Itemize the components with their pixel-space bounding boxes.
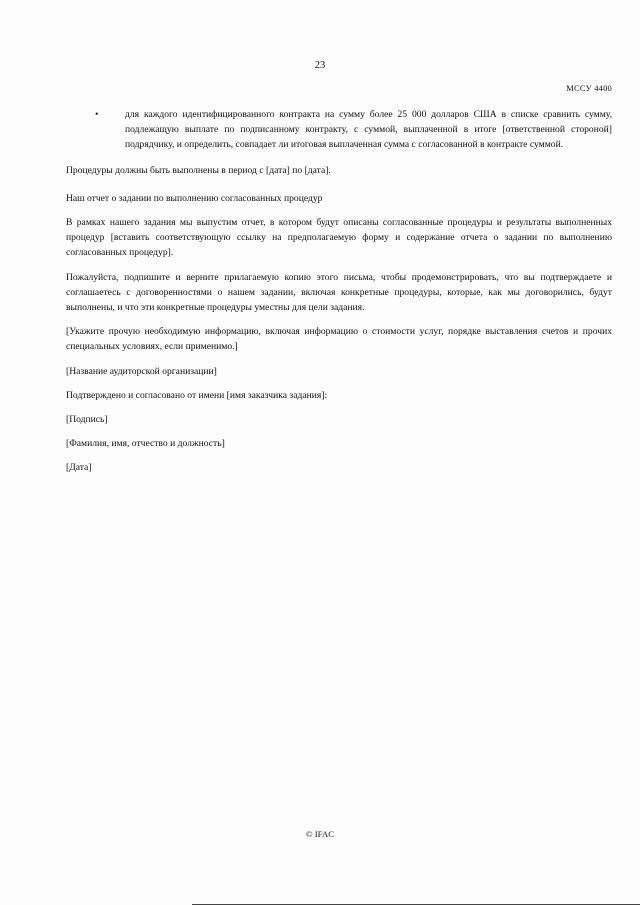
page-number: 23 xyxy=(314,60,326,71)
bullet-marker: • xyxy=(95,109,99,120)
copyright-footer: © IFAC xyxy=(305,829,335,839)
bullet-item xyxy=(66,107,612,153)
sign-request-paragraph: Пожалуйста, подпишите и верните прилагаемую копию этого письма, чтобы продемонстрировать, что вы подтверждаете и соглашаетесь с договоренностями о нашем задании, включая конкретные процедуры, которые, как мы договорились, будут выполнены, и что эти конкретные процедуры уместны для цели задания. xyxy=(66,271,612,314)
procedure-period-paragraph: Процедуры должны быть выполнены в период с [дата] по [дата]. xyxy=(66,164,331,176)
confirmation-line: Подтверждено и согласовано от имени [имя заказчика задания]: xyxy=(66,389,328,401)
report-description-paragraph: В рамках нашего задания мы выпустим отчет, в котором будут описаны согласованные процедуры и результаты выполненных процедур [вставить соответствующую ссылку на предполагаемую форму и содержание отчета о задании по выполнению согласованных процедур]. xyxy=(66,217,612,259)
standard-reference: МССУ 4400 xyxy=(566,83,612,93)
firm-name-placeholder: [Название аудиторской организации] xyxy=(66,365,217,377)
other-info-paragraph: [Укажите прочую необходимую информацию, включая информацию о стоимости услуг, порядке выставления счетов и прочих специальных условиях, если применимо.] xyxy=(66,326,612,353)
name-title-placeholder: [Фамилия, имя, отчество и должность] xyxy=(66,438,225,450)
date-placeholder: [Дата] xyxy=(66,462,92,474)
report-heading: Наш отчет о задании по выполнению согласованных процедур xyxy=(66,192,323,204)
document-body xyxy=(66,107,612,485)
bullet-text: для каждого идентифицированного контракта на сумму более 25 000 долларов США в списке сравнить сумму, подлежащую выплате по подписанному контракту, с суммой, выплаченной в итоге [ответственной стороной] подрядчику, и определить, совпадает ли итоговая выплаченная сумма с согласованной в контракте суммой. xyxy=(125,109,612,151)
signature-placeholder: [Подпись] xyxy=(66,414,108,426)
